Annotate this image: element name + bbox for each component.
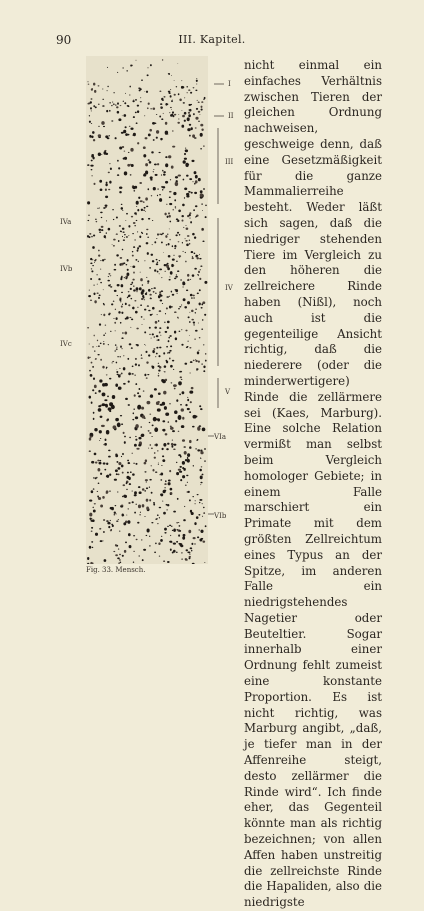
layer-label-vib: VIb <box>214 512 227 520</box>
layer-label-ii: II <box>228 112 234 120</box>
figure-caption: Fig. 33. Mensch. <box>86 566 146 574</box>
layer-label-ivc: IVc <box>60 340 72 348</box>
layer-label-i: I <box>228 80 231 88</box>
cortex-cell-stain-image <box>86 56 208 564</box>
cortex-figure <box>86 56 208 564</box>
page-number: 90 <box>56 33 72 47</box>
layer-label-via: VIa <box>214 433 226 441</box>
layer-bracket-lines <box>208 56 244 564</box>
layer-label-iva: IVa <box>60 218 72 226</box>
body-text-column <box>244 58 382 911</box>
layer-label-iii: III <box>225 158 234 166</box>
body-paragraph: nicht einmal ein einfaches Verhältnis zwischen Tieren der gleichen Ordnung nachweisen, geschweige denn, daß eine Gesetzmäßigkeit für die ganze Mammalierreihe besteht. Weder läßt sich sagen, daß die niedriger stehenden Tiere im Vergleich zu den höheren die zellreichere Rinde haben (Nißl), noch auch ist die gegenteilige Ansicht richtig, daß die niederere (oder die minderwertigere) Rinde die zellärmere sei (Kaes, Marburg). Eine solche Relation vermißt man selbst beim Vergleich homologer Gebiete; in einem Falle marschiert ein Primate mit dem größten Zellreichtum eines Typus an der Spitze, im anderen Falle ein niedrigstehendes Nagetier oder Beuteltier. Sogar innerhalb einer Ordnung fehlt zumeist eine konstante Proportion. Es ist nicht richtig, was Marburg angibt, „daß, je tiefer man in der Affenreihe steigt, desto zellärmer die Rinde wird“. Ich finde eher, das Gegenteil könnte man als richtig bezeichnen; von allen Affen haben unstreitig die zellreichste Rinde die Hapaliden, also die niedrigste <box>244 58 382 910</box>
layer-label-ivb: IVb <box>60 265 73 273</box>
layer-label-iv: IV <box>225 284 233 292</box>
running-head: III. Kapitel. <box>178 33 246 46</box>
layer-label-v: V <box>225 388 231 396</box>
